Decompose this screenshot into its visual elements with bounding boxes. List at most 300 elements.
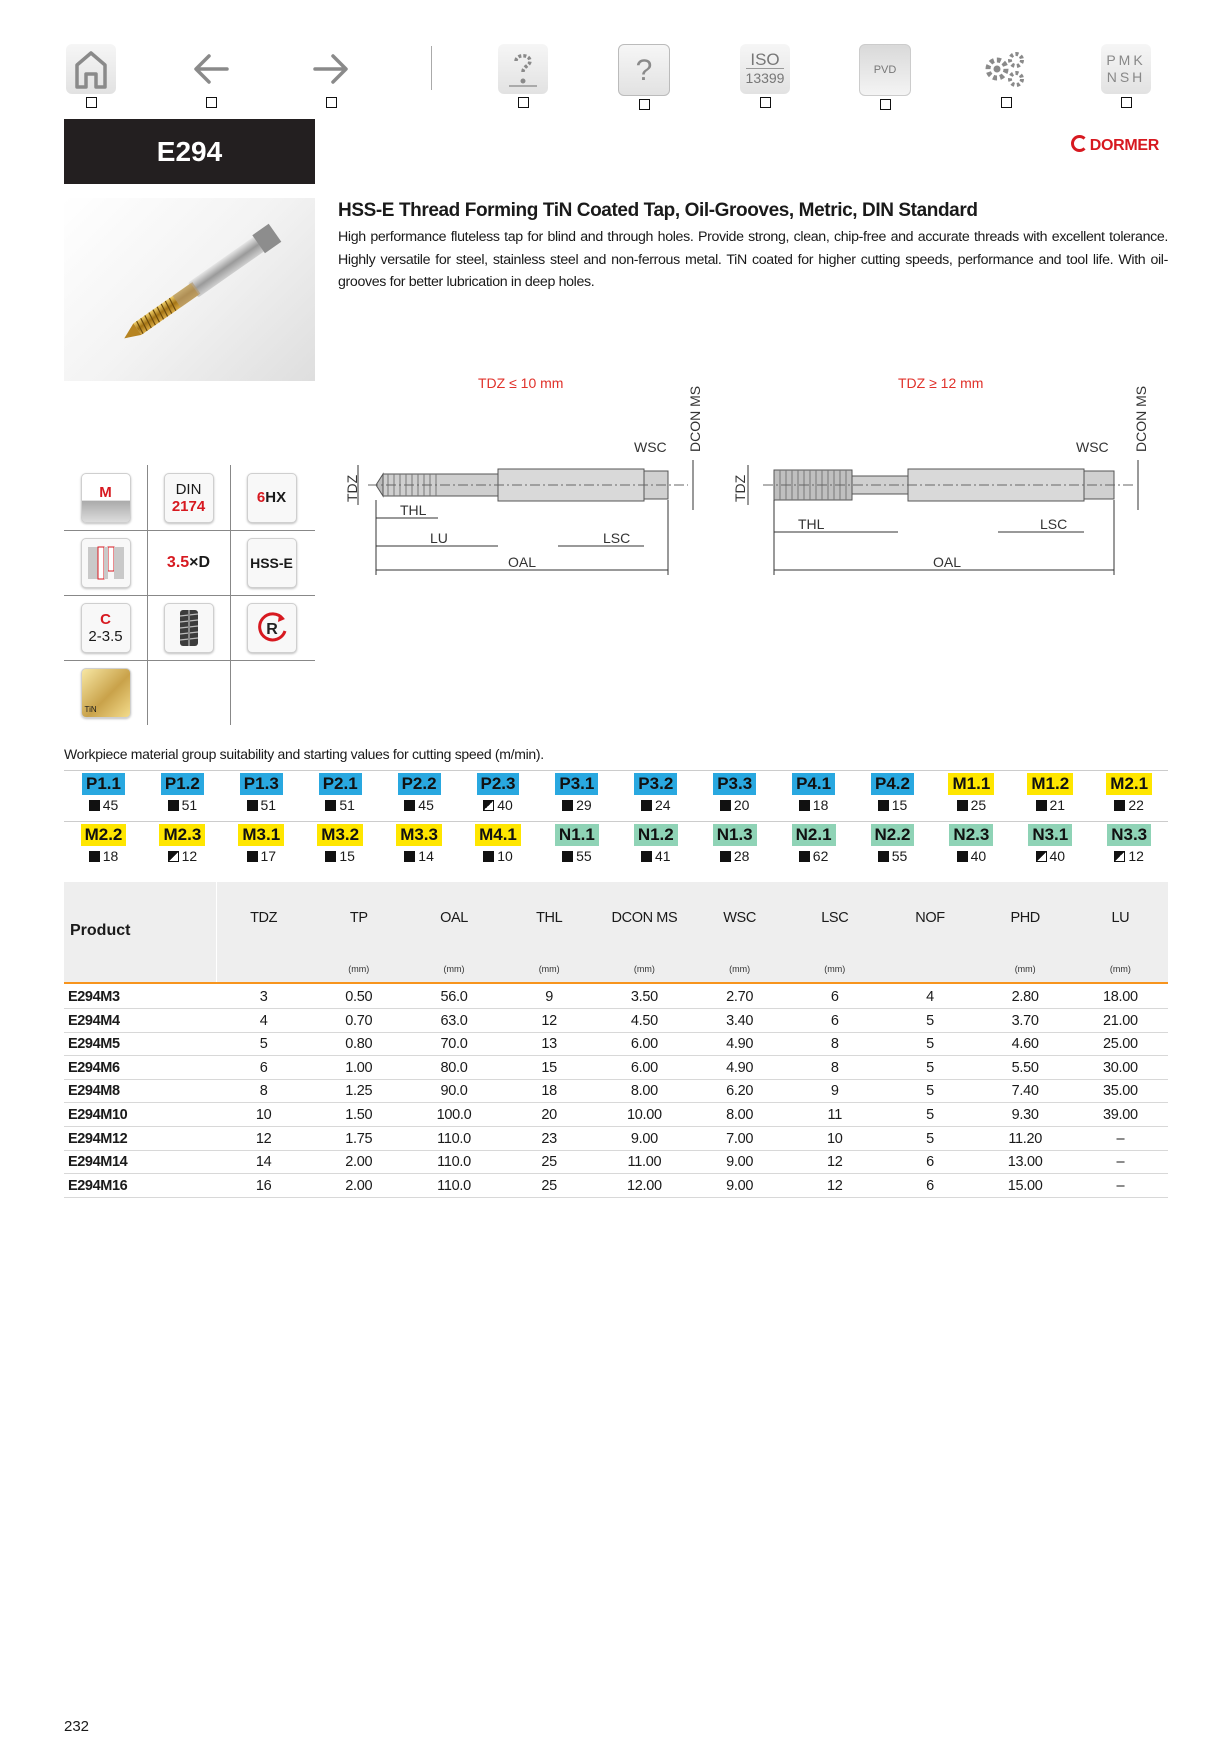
product-code: E294M6 [68, 1059, 120, 1076]
material-group-code: M2.2 [81, 824, 127, 846]
table-cell: 8 [830, 1036, 839, 1053]
table-row [64, 985, 1168, 1009]
cutting-speed-value [695, 795, 774, 815]
table-cell: 8 [830, 1059, 839, 1076]
table-cell: 12 [827, 1154, 843, 1171]
nav-help-checkbox[interactable] [639, 99, 650, 110]
nav-help-list-checkbox[interactable] [518, 97, 529, 108]
header-divider [64, 982, 1168, 984]
full-suitability-icon [247, 800, 258, 811]
material-group-code: P3.1 [555, 773, 598, 795]
table-cell: 6 [830, 989, 839, 1005]
table-cell: 9 [830, 1083, 839, 1100]
full-suitability-icon [799, 851, 810, 862]
cutting-speed-value [143, 846, 222, 866]
material-group-cell [380, 773, 459, 815]
product-code: E294M14 [68, 1154, 128, 1171]
table-cell: 7.00 [726, 1130, 754, 1147]
material-group-code: M1.2 [1027, 773, 1073, 795]
material-groups-icon: PMK NSH [1101, 44, 1151, 94]
full-suitability-icon [720, 851, 731, 862]
tolerance-badge: 6 HX [247, 473, 297, 523]
full-suitability-icon [404, 800, 415, 811]
speed-number: 40 [1049, 848, 1066, 864]
table-cell: 11 [827, 1107, 842, 1123]
column-unit: (mm) [443, 964, 465, 974]
full-suitability-icon [641, 800, 652, 811]
cutting-speed-value [380, 846, 459, 866]
nav-back-checkbox[interactable] [206, 97, 217, 108]
nav-home-button[interactable] [63, 44, 119, 106]
coating-cell [64, 660, 147, 725]
table-cell: 39.00 [1102, 1107, 1138, 1123]
column-header: DCON MS [611, 910, 678, 926]
table-cell: 6.20 [726, 1083, 754, 1100]
speed-number: 22 [1128, 797, 1144, 813]
label-tdz: TDZ [344, 474, 360, 502]
material-group-code: P2.3 [477, 773, 520, 795]
cutting-speed-value [1090, 846, 1169, 866]
table-cell: 5 [926, 1083, 934, 1100]
speed-number: 21 [1049, 797, 1066, 813]
material-group-cell [774, 773, 853, 815]
table-cell: 25 [541, 1177, 557, 1194]
nav-divider [431, 46, 432, 90]
speed-number: 62 [812, 848, 829, 864]
material-group-cell [143, 773, 222, 815]
table-cell: 5 [926, 1130, 934, 1147]
product-code: E294M8 [68, 1083, 120, 1100]
product-code: E294M16 [68, 1177, 128, 1194]
column-unit: (mm) [633, 964, 655, 974]
nav-material-groups-checkbox[interactable] [1121, 97, 1132, 108]
table-cell: 63.0 [440, 1012, 468, 1029]
material-group-code: P2.1 [319, 773, 362, 795]
table-cell: 6 [259, 1059, 268, 1076]
table-cell: 5 [926, 1107, 934, 1123]
table-cell: 4.50 [630, 1012, 658, 1029]
column-unit: (mm) [348, 964, 370, 974]
table-cell: 0.80 [345, 1036, 373, 1053]
table-row [64, 1127, 1168, 1151]
nav-settings-checkbox[interactable] [1001, 97, 1012, 108]
table-cell: 100.0 [436, 1107, 472, 1123]
column-unit: (mm) [824, 964, 846, 974]
svg-text:R: R [265, 620, 278, 638]
table-cell: 15 [541, 1059, 557, 1076]
full-suitability-icon [720, 800, 731, 811]
table-cell: 13 [541, 1036, 557, 1053]
speed-number: 51 [339, 797, 355, 813]
table-cell: 5 [926, 1012, 934, 1029]
table-cell: 4 [259, 1012, 268, 1029]
table-cell: 56.0 [440, 989, 468, 1005]
material-group-cell [1090, 824, 1169, 866]
label-oal-large: OAL [933, 554, 962, 570]
table-row [64, 1103, 1168, 1127]
material-group-code: P4.1 [792, 773, 835, 795]
home-icon [66, 44, 116, 94]
range-label-large: TDZ ≥ 12 mm [898, 375, 984, 391]
blind-through-hole-icon [81, 538, 131, 588]
nav-pvd-button[interactable] [857, 44, 913, 106]
pvd-icon: PVD [859, 44, 911, 96]
material-group-code: N1.1 [555, 824, 599, 846]
tool-material-badge: HSS-E [247, 538, 297, 588]
label-wsc: WSC [634, 439, 667, 455]
table-row [64, 1079, 1168, 1103]
material-group-cell [459, 773, 538, 815]
material-group-cell [64, 773, 143, 815]
table-row [64, 1032, 1168, 1056]
cutting-speed-value [64, 795, 143, 815]
full-suitability-icon [1036, 800, 1047, 811]
page-number: 232 [64, 1718, 90, 1735]
product-column-header: Product [70, 922, 131, 939]
column-header: OAL [440, 910, 468, 926]
material-group-code: P2.2 [398, 773, 441, 795]
table-cell: 70.0 [440, 1036, 468, 1053]
nav-home-checkbox[interactable] [86, 97, 97, 108]
product-code: E294M4 [68, 1012, 120, 1029]
full-suitability-icon [404, 851, 415, 862]
material-group-code: M2.3 [159, 824, 205, 846]
partial-suitability-icon [1036, 851, 1047, 862]
table-cell: 5 [259, 1036, 268, 1053]
speed-number: 28 [733, 848, 750, 864]
help-list-icon [498, 44, 548, 94]
material-row [64, 770, 1168, 821]
material-group-cell [932, 773, 1011, 815]
specification-table [64, 882, 1168, 1202]
material-group-cell [64, 824, 143, 866]
cutting-speed-value [301, 795, 380, 815]
partial-suitability-icon [168, 851, 179, 862]
column-header: PHD [1010, 910, 1040, 926]
arrow-right-icon [306, 44, 356, 94]
speed-number: 41 [655, 848, 671, 864]
material-group-cell [853, 773, 932, 815]
metric-thread-icon: M [81, 473, 131, 523]
column-header: THL [536, 910, 563, 926]
table-cell: 9.00 [630, 1130, 658, 1147]
material-group-cell [143, 824, 222, 866]
full-suitability-icon [247, 851, 258, 862]
column-header: LU [1111, 910, 1130, 926]
table-cell: 5 [926, 1036, 934, 1053]
material-group-code: N2.2 [871, 824, 915, 846]
cutting-speed-value [1011, 846, 1090, 866]
cutting-speed-value [537, 795, 616, 815]
table-cell: 6 [926, 1154, 934, 1171]
column-unit: (mm) [1109, 964, 1131, 974]
table-cell: 15.00 [1007, 1177, 1043, 1194]
cutting-speed-value [616, 795, 695, 815]
material-group-cell [695, 824, 774, 866]
nav-help-list-button[interactable] [495, 44, 551, 106]
spec-table-header [64, 882, 1168, 982]
cutting-speed-value [459, 846, 538, 866]
column-header: TDZ [250, 910, 278, 926]
table-cell: 4.60 [1011, 1036, 1039, 1053]
rotation-cell [230, 595, 313, 660]
table-cell: 9 [545, 989, 554, 1005]
table-cell: 25 [541, 1154, 557, 1171]
material-group-code: M3.3 [396, 824, 442, 846]
label-dcon: DCON MS [687, 385, 703, 452]
material-group-cell [774, 824, 853, 866]
full-suitability-icon [878, 851, 889, 862]
speed-number: 10 [497, 848, 513, 864]
right-hand-rotation-icon [247, 603, 297, 653]
table-cell: 8 [259, 1083, 268, 1100]
table-cell: 4 [926, 989, 934, 1005]
material-row [64, 821, 1168, 872]
material-group-cell [222, 773, 301, 815]
column-header: NOF [915, 910, 945, 926]
product-code: E294M12 [68, 1130, 128, 1147]
table-cell: 18.00 [1102, 989, 1138, 1005]
material-group-code: N3.1 [1028, 824, 1072, 846]
material-group-cell [616, 773, 695, 815]
table-cell: 4.90 [726, 1036, 754, 1053]
table-cell: 3.50 [630, 989, 658, 1005]
nav-forward-checkbox[interactable] [326, 97, 337, 108]
cutting-speed-value [1090, 795, 1169, 815]
table-cell: 11.00 [627, 1154, 662, 1171]
product-description: High performance fluteless tap for blind and through holes. Provide strong, clean, chip-free and accurate threads with excellent tolerance. Highly versatile for steel, stainless steel and non-ferrous metal. TiN coated for higher cutting speeds, performance and tool life. With oil-grooves for better lubrication in deep holes. [338, 229, 1168, 290]
table-row [64, 1174, 1168, 1198]
arrow-left-icon [186, 44, 236, 94]
product-photo [64, 198, 315, 381]
material-group-code: M3.2 [317, 824, 363, 846]
table-cell: 10 [255, 1107, 272, 1123]
table-cell: 10.00 [626, 1107, 662, 1123]
cutting-speed-value [1011, 795, 1090, 815]
material-group-cell [459, 824, 538, 866]
table-cell: 11.20 [1008, 1130, 1043, 1147]
table-cell: – [1116, 1154, 1125, 1171]
full-suitability-icon [168, 800, 179, 811]
speed-number: 14 [418, 848, 434, 864]
table-cell: – [1116, 1130, 1125, 1147]
column-header: WSC [723, 910, 756, 926]
table-cell: 80.0 [440, 1059, 468, 1076]
material-group-code: P1.3 [240, 773, 283, 795]
table-cell: 35.00 [1102, 1083, 1138, 1100]
partial-suitability-icon [483, 800, 494, 811]
material-group-cell [1011, 824, 1090, 866]
cutting-speed-value [459, 795, 538, 815]
material-group-cell [537, 824, 616, 866]
cutting-speed-value [695, 846, 774, 866]
table-cell: 23 [541, 1130, 557, 1147]
tool-properties-grid [64, 465, 315, 725]
speed-number: 51 [181, 797, 198, 813]
table-cell: 8.00 [726, 1107, 754, 1123]
speed-number: 45 [102, 797, 119, 813]
table-cell: 12 [541, 1012, 557, 1029]
brand-logo: DORMER [1071, 135, 1159, 155]
full-suitability-icon [878, 800, 889, 811]
label-oal: OAL [508, 554, 537, 570]
iso-icon: ISO 13399 [740, 44, 790, 94]
full-suitability-icon [562, 851, 573, 862]
nav-help-button[interactable] [616, 44, 672, 106]
gears-icon [981, 44, 1031, 94]
label-thl: THL [400, 502, 427, 518]
table-cell: 7.40 [1011, 1083, 1039, 1100]
partial-suitability-icon [1114, 851, 1125, 862]
dimension-drawings [338, 370, 1168, 585]
material-group-code: P1.1 [82, 773, 125, 795]
material-group-code: N2.1 [792, 824, 836, 846]
table-row [64, 1150, 1168, 1174]
material-group-code: P3.2 [634, 773, 677, 795]
table-cell: 4.90 [726, 1059, 754, 1076]
product-code-title: E294 [64, 119, 315, 184]
cutting-speed-value [64, 846, 143, 866]
label-wsc-large: WSC [1076, 439, 1109, 455]
full-suitability-icon [957, 851, 968, 862]
tolerance-cell [230, 465, 313, 530]
table-cell: 8.00 [630, 1083, 658, 1100]
table-cell: 13.00 [1007, 1154, 1043, 1171]
cutting-speed-value [143, 795, 222, 815]
material-group-code: N2.3 [949, 824, 993, 846]
material-group-code: P4.2 [871, 773, 914, 795]
table-cell: 2.00 [345, 1154, 373, 1171]
full-suitability-icon [325, 800, 336, 811]
table-cell: 5 [926, 1059, 934, 1076]
column-unit: (mm) [1014, 964, 1036, 974]
nav-material-groups-button[interactable] [1098, 44, 1154, 106]
cutting-speed-value [853, 846, 932, 866]
full-suitability-icon [957, 800, 968, 811]
table-cell: 1.75 [345, 1130, 373, 1147]
table-cell: 110.0 [437, 1130, 471, 1147]
range-label-small: TDZ ≤ 10 mm [478, 375, 564, 391]
cutting-speed-value [222, 846, 301, 866]
chamfer-cell [64, 595, 147, 660]
table-cell: 6.00 [630, 1036, 658, 1053]
full-suitability-icon [562, 800, 573, 811]
speed-number: 25 [970, 797, 987, 813]
table-cell: 25.00 [1102, 1036, 1138, 1053]
cutting-speed-value [616, 846, 695, 866]
label-lsc-large: LSC [1040, 516, 1068, 532]
material-group-code: N3.3 [1107, 824, 1151, 846]
column-header: TP [349, 910, 368, 926]
product-code: E294M5 [68, 1036, 120, 1053]
nav-iso-button[interactable] [737, 44, 793, 106]
cutting-speed-value [774, 846, 853, 866]
table-cell: 3.40 [726, 1012, 754, 1029]
cutting-speed-value [774, 795, 853, 815]
material-group-cell [301, 824, 380, 866]
material-group-code: M1.1 [948, 773, 994, 795]
cutting-speed-value [932, 846, 1011, 866]
material-group-code: P1.2 [161, 773, 204, 795]
speed-number: 17 [260, 848, 277, 864]
table-cell: 110.0 [437, 1154, 471, 1171]
material-group-cell [380, 824, 459, 866]
table-cell: 1.50 [345, 1107, 373, 1123]
table-cell: 12 [255, 1130, 272, 1147]
speed-number: 55 [891, 848, 908, 864]
cutting-speed-value [301, 846, 380, 866]
speed-number: 12 [181, 848, 198, 864]
table-row [64, 1056, 1168, 1080]
table-cell: 5.50 [1011, 1059, 1039, 1076]
speed-number: 40 [970, 848, 987, 864]
table-cell: 0.70 [345, 1012, 373, 1029]
depth-cell [147, 530, 230, 595]
material-group-cell [537, 773, 616, 815]
speed-number: 18 [102, 848, 119, 864]
question-icon: ? [618, 44, 670, 96]
thread-type-cell [64, 465, 147, 530]
tin-coating-icon: TiN [81, 668, 131, 718]
speed-number: 24 [655, 797, 671, 813]
table-cell: 6.00 [630, 1059, 658, 1076]
cutting-speed-value [537, 846, 616, 866]
din-standard-badge: DIN 2174 [164, 473, 214, 523]
product-code: E294M10 [68, 1107, 128, 1123]
nav-settings-button[interactable] [978, 44, 1034, 106]
speed-number: 20 [733, 797, 750, 813]
material-group-cell [222, 824, 301, 866]
speed-number: 51 [260, 797, 277, 813]
table-cell: 21.00 [1102, 1012, 1138, 1029]
material-group-cell [695, 773, 774, 815]
material-group-cell [1011, 773, 1090, 815]
product-headline: HSS-E Thread Forming TiN Coated Tap, Oil-Grooves, Metric, DIN Standard [338, 200, 978, 221]
table-cell: 30.00 [1102, 1059, 1138, 1076]
speed-number: 15 [339, 848, 355, 864]
table-cell: 12 [827, 1177, 843, 1194]
cutting-speed-value [380, 795, 459, 815]
drawing-small-tap [344, 375, 703, 575]
nav-back-button[interactable] [183, 44, 239, 106]
material-group-code: M2.1 [1106, 773, 1152, 795]
column-unit: (mm) [538, 964, 560, 974]
full-suitability-icon [483, 851, 494, 862]
table-cell: 2.80 [1011, 989, 1039, 1005]
material-group-code: M4.1 [475, 824, 521, 846]
full-suitability-icon [641, 851, 652, 862]
material-group-code: M3.1 [238, 824, 284, 846]
nav-iso-checkbox[interactable] [760, 97, 771, 108]
full-suitability-icon [799, 800, 810, 811]
full-suitability-icon [89, 800, 100, 811]
material-group-code: N1.2 [634, 824, 678, 846]
nav-pvd-checkbox[interactable] [880, 99, 891, 110]
product-code: E294M3 [68, 989, 120, 1005]
table-cell: 6 [830, 1012, 839, 1029]
material-group-cell [1090, 773, 1169, 815]
speed-number: 29 [576, 797, 592, 813]
label-dcon-large: DCON MS [1133, 385, 1149, 452]
nav-forward-button[interactable] [303, 44, 359, 106]
din-standard-cell [147, 465, 230, 530]
table-cell: 9.00 [726, 1177, 754, 1194]
column-header: LSC [821, 910, 849, 926]
table-cell: 20 [541, 1107, 557, 1123]
speed-number: 15 [891, 797, 908, 813]
full-suitability-icon [325, 851, 336, 862]
speed-number: 45 [418, 797, 434, 813]
